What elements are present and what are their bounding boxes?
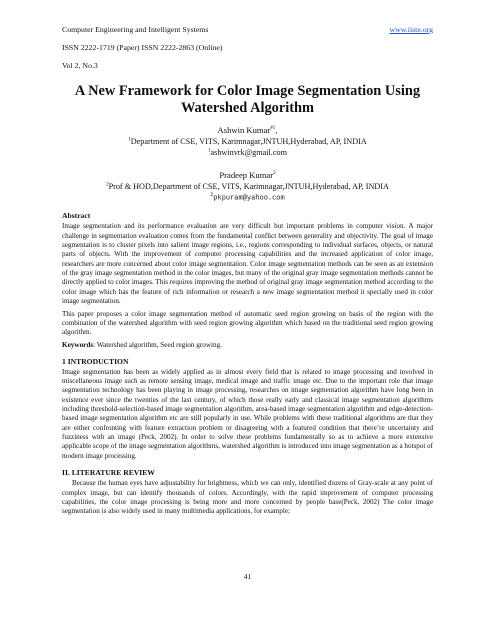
journal-name: Computer Engineering and Intelligent Systems [62, 25, 209, 34]
author-affiliation: $^2$Prof & HOD,Department of CSE, VITS, Karimnagar,JNTUH,Hyderabad, AP, INDIA [106, 181, 389, 191]
section-heading: II. LITERATURE REVIEW [62, 468, 155, 478]
author-email: $^1$ashwinvrk@gmail.com [208, 148, 287, 158]
section-paragraph: Because the human eyes have adjustability for brightness, which we can only, identified dozens of Gray-scale at any point of complex image, but can identify thousands of colors. Accordingly, with the rapid improvement of computer processing capabilities, the color image processing is being more and more concerned by people base(Peck, 2002) The color image segmentation is also widely used in many multimedia applications, for example; [62, 479, 433, 516]
section-paragraph: Image segmentation has been as widely applied as in almost every field that is related to image processing and involved in miscellaneous image such as remote sensing image, medical image and traffic image etc. Due to the important role that image segmentation technology has been playing in image processing, researches on image segmentation algorithm have long been in existence ever since the twenties of the last century, of which those really early and classical image segmentation algorithms including threshold-selection-based image segmentation algorithm, area-based image segmentation algorithm and edge-detection-based image segmentation algorithm etc are still popularly in use. While problems with these traditional algorithms are that they are either confronting with feature extraction problem or disagreeing with a featured condition that there’re uncertainty and fuzziness with an image (Peck, 2002). In order to solve these problems fundamentally so as to achieve a more extensive applicable scope of the image segmentation algorithms, watershed algorithm is introduced into image segmentation as a hotspot of modern image processing. [62, 367, 433, 460]
author-superscript: #1 [270, 125, 276, 131]
paper-title: A New Framework for Color Image Segmentation Using Watershed Algorithm [74, 83, 421, 116]
abstract-paragraph: This paper proposes a color image segmentation method of automatic seed region growing on basis of the region with the combination of the watershed algorithm with seed region growing algorithm which based on the traditional seed region growing algorithm. [62, 309, 433, 337]
author-superscript: 2 [273, 170, 276, 176]
journal-url-link[interactable]: www.iiste.org [389, 25, 433, 34]
author-name: Pradeep Kumar$^2$ [219, 169, 276, 180]
keywords-line [62, 341, 433, 349]
abstract-heading: Abstract [62, 211, 91, 221]
keywords-label: Keywords [62, 340, 94, 349]
abstract-paragraph: Image segmentation and its performance evaluation are very difficult but important problems in computer vision. A major challenge in segmentation evaluation comes from the fundamental conflict between generality and objectivity. The goal of image segmentation is to cluster pixels into salient image regions, i.e., regions corresponding to individual surfaces, objects, or natural parts of objects. With the improvement of computer processing capabilities and the increased application of color image, researchers are more concerned about color image segmentation. Color image segmentation methods can be seen as an extension of the gray image segmentation method in the color images, but many of the original gray image segmentation methods cannot be directly applied to color images. This requires improving the method of original gray image segmentation method according to the color image which has the feature of rich information or research a new image segmentation method it specially used in color image segmentation. [62, 222, 433, 306]
author-block-2 [62, 169, 433, 205]
author-email: $^2$pkpuram@yahoo.com [210, 192, 285, 203]
author-name: Ashwin Kumar$^{\#1}$, [217, 124, 278, 135]
author-affiliation: $^1$Department of CSE, VITS, Karimnagar,JNTUH,Hyderabad, AP, INDIA [128, 136, 367, 146]
volume-line: Vol 2, No.3 [62, 60, 98, 70]
keywords-text: : Watershed algorithm, Seed region growing. [93, 340, 222, 349]
page-number: 41 [243, 572, 252, 581]
section-heading: 1 INTRODUCTION [62, 356, 129, 366]
author-block-1 [62, 124, 433, 159]
issn-line: ISSN 2222-1719 (Paper) ISSN 2222-2863 (Online) [62, 42, 223, 52]
running-header [62, 26, 433, 34]
